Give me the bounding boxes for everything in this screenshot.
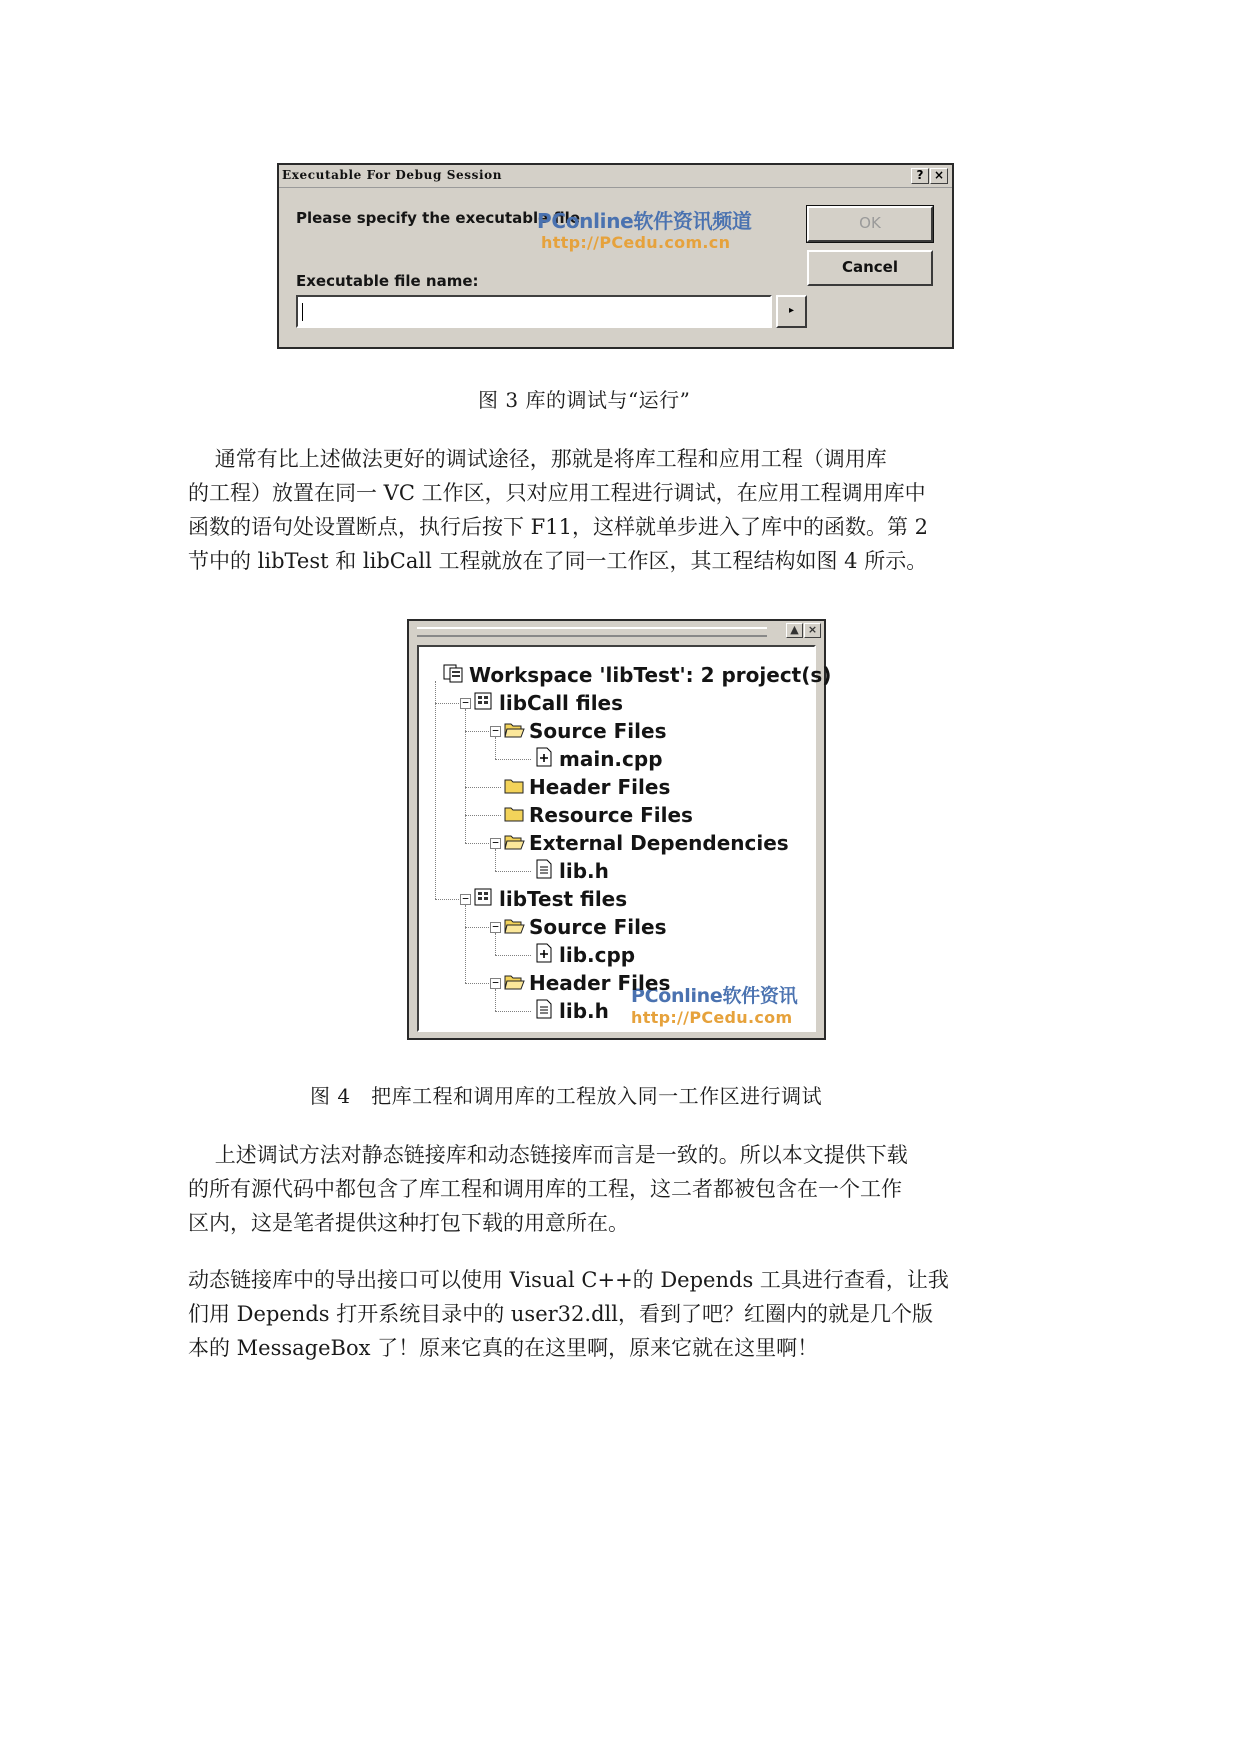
collapse-toggle[interactable]: − (490, 922, 501, 933)
folder-open-icon (503, 831, 525, 855)
paragraph-2-line: 的所有源代码中都包含了库工程和调用库的工程，这二者都被包含在一个工作 (188, 1177, 902, 1201)
tree-node-label: Resource Files (529, 803, 693, 827)
tree-connector (495, 989, 496, 1011)
watermark-url: http://PCedu.com (631, 1008, 793, 1027)
tree-node[interactable] (503, 801, 693, 829)
window-grip (417, 627, 767, 637)
workspace-tree (417, 645, 832, 1032)
tree-connector (495, 955, 531, 956)
tree-node[interactable] (533, 941, 635, 969)
tree-node-label: Header Files (529, 971, 671, 995)
tree-connector (465, 905, 466, 983)
dialog-prompt: Please specify the executable file. (296, 209, 586, 227)
tree-node-label: Source Files (529, 719, 667, 743)
collapse-toggle[interactable]: − (460, 698, 471, 709)
paragraph-3 (188, 1263, 1088, 1365)
workspace-icon (443, 663, 465, 687)
collapse-toggle[interactable]: − (490, 726, 501, 737)
cancel-button[interactable]: Cancel (807, 250, 933, 286)
paragraph-1-line: 的工程）放置在同一 VC 工作区，只对应用工程进行调试，在应用工程调用库中 (188, 481, 926, 505)
ok-button[interactable]: OK (807, 206, 933, 242)
browse-arrow-button[interactable]: ▸ (776, 295, 807, 328)
tree-node-label: Header Files (529, 775, 671, 799)
tree-connector (495, 871, 531, 872)
tree-node-label: lib.h (559, 859, 609, 883)
project-icon (473, 887, 495, 911)
close-button[interactable]: × (930, 168, 948, 184)
file-name-label: Executable file name: (296, 272, 479, 290)
folder-open-icon (503, 971, 525, 995)
tree-node-label: lib.cpp (559, 943, 636, 967)
tree-connector (465, 709, 466, 843)
tree-connector (465, 815, 501, 816)
paragraph-1-line: 节中的 libTest 和 libCall 工程就放在了同一工作区，其工程结构如图 4 所示。 (188, 549, 928, 573)
tree-node-label: Workspace 'libTest': 2 project(s) (469, 663, 832, 687)
figure-3-caption: 图 3 库的调试与“运行” (478, 388, 691, 412)
help-button[interactable]: ? (911, 168, 929, 184)
tree-connector (495, 1011, 531, 1012)
paragraph-2 (188, 1138, 1088, 1240)
tree-node-label: libTest files (499, 887, 628, 911)
paragraph-1 (188, 442, 1088, 578)
cpp-file-icon (533, 943, 555, 967)
paragraph-1-line: 函数的语句处设置断点，执行后按下 F11，这样就单步进入了库中的函数。第 2 (188, 515, 929, 539)
folder-open-icon (503, 915, 525, 939)
tree-connector (435, 681, 436, 899)
dialog-title: Executable For Debug Session (282, 168, 503, 182)
header-file-icon (533, 859, 555, 883)
tree-node[interactable] (503, 829, 789, 857)
project-icon (473, 691, 495, 715)
collapse-toggle[interactable]: − (490, 978, 501, 989)
tree-node[interactable] (503, 913, 666, 941)
tree-connector (465, 787, 501, 788)
text-caret (302, 303, 303, 321)
watermark-pconline: PConline软件资讯频道 (537, 209, 752, 233)
folder-icon (503, 803, 525, 827)
paragraph-3-line: 动态链接库中的导出接口可以使用 Visual C++的 Depends 工具进行查看，让我 (188, 1268, 949, 1292)
close-button[interactable]: × (804, 623, 821, 638)
tree-node[interactable] (473, 885, 627, 913)
tree-connector (495, 759, 531, 760)
collapse-toggle[interactable]: − (490, 838, 501, 849)
collapse-toggle[interactable]: − (460, 894, 471, 905)
tree-node-label: External Dependencies (529, 831, 789, 855)
tree-node[interactable] (503, 717, 666, 745)
tree-node[interactable] (533, 997, 609, 1025)
dialog-title-bar (279, 165, 952, 188)
tree-node[interactable] (443, 661, 831, 689)
tree-node[interactable] (533, 745, 663, 773)
tree-node[interactable] (473, 689, 623, 717)
paragraph-2-line: 上述调试方法对静态链接库和动态链接库而言是一致的。所以本文提供下载 (188, 1143, 908, 1167)
paragraph-1-line: 通常有比上述做法更好的调试途径，那就是将库工程和应用工程（调用库 (188, 447, 887, 471)
tree-node-label: lib.h (559, 999, 609, 1023)
tree-connector (495, 849, 496, 871)
tree-node[interactable] (503, 773, 670, 801)
tree-node[interactable] (503, 969, 670, 997)
debug-executable-dialog (277, 163, 954, 349)
figure-4-caption: 图 4 把库工程和调用库的工程放入同一工作区进行调试 (310, 1084, 823, 1108)
paragraph-3-line: 本的 MessageBox 了！原来它真的在这里啊，原来它就在这里啊！ (188, 1336, 819, 1360)
paragraph-2-line: 区内，这是笔者提供这种打包下载的用意所在。 (188, 1211, 629, 1235)
tree-connector (495, 933, 496, 955)
workspace-tree-window (407, 619, 832, 1040)
header-file-icon (533, 999, 555, 1023)
tree-node-label: libCall files (499, 691, 624, 715)
paragraph-3-line: 们用 Depends 打开系统目录中的 user32.dll，看到了吧？红圈内的就是几个版 (188, 1302, 933, 1326)
tree-node-label: main.cpp (559, 747, 663, 771)
tree-node[interactable] (533, 857, 609, 885)
folder-icon (503, 775, 525, 799)
tree-connector (495, 737, 496, 759)
watermark-url: http://PCedu.com.cn (541, 233, 731, 252)
executable-file-input[interactable] (296, 295, 772, 328)
watermark-pconline: PConline软件资讯 (631, 985, 798, 1007)
tree-node-label: Source Files (529, 915, 667, 939)
folder-open-icon (503, 719, 525, 743)
maximize-button[interactable]: ▲ (786, 623, 803, 638)
cpp-file-icon (533, 747, 555, 771)
